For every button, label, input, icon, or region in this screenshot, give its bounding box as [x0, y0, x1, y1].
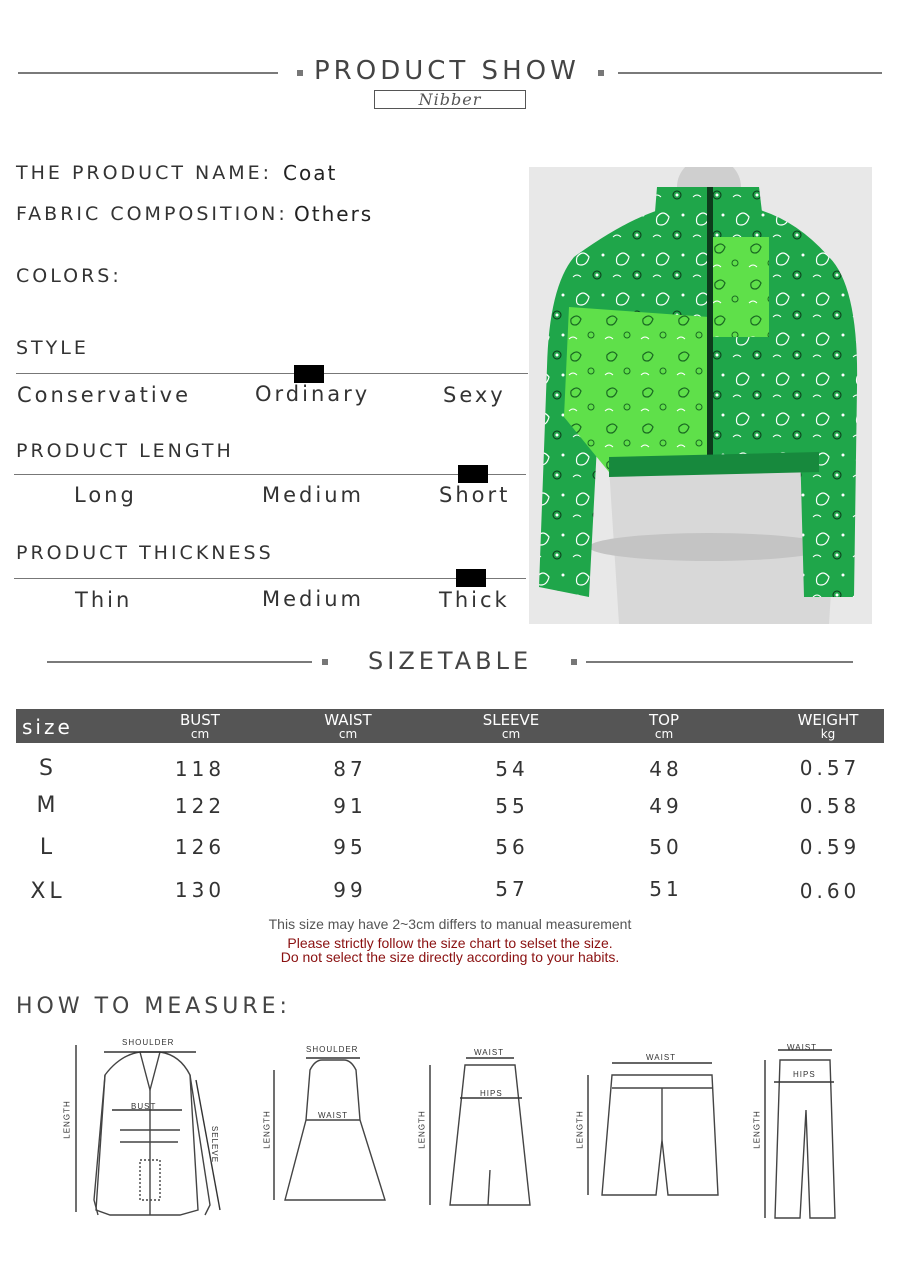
length-option-medium: Medium [262, 483, 364, 507]
shorts-length-label: LENGTH [575, 1110, 585, 1149]
dress-shoulder-label: SHOULDER [306, 1045, 359, 1054]
sizetable-dot-left [322, 659, 328, 665]
thickness-label: PRODUCT THICKNESS [16, 542, 274, 564]
header-rule-left [18, 72, 278, 74]
page-title: PRODUCT SHOW [314, 56, 580, 86]
cell-size: L [39, 835, 57, 860]
cell-bust: 126 [174, 835, 226, 859]
cell-sleeve: 57 [495, 877, 529, 901]
header-waist: WAIST cm [324, 711, 372, 741]
length-scale-line [14, 474, 526, 475]
cell-bust: 122 [174, 794, 226, 818]
fabric-label: FABRIC COMPOSITION: [16, 203, 288, 225]
header-weight: WEIGHT kg [797, 711, 859, 741]
skirt-diagram [430, 1058, 530, 1205]
shorts-diagram [588, 1063, 718, 1195]
cell-bust: 118 [174, 757, 226, 781]
sizetable-rule-right [586, 661, 853, 663]
skirt-waist-label: WAIST [474, 1048, 505, 1057]
jacket-illustration [529, 167, 872, 624]
jacket-length-label: LENGTH [62, 1100, 72, 1139]
cell-top: 48 [649, 757, 683, 781]
cell-weight: 0.60 [799, 879, 861, 903]
measure-diagrams [0, 1030, 900, 1230]
fabric-value: Others [294, 202, 374, 226]
size-warning-1: Please strictly follow the size chart to selset the size. [287, 935, 613, 951]
product-name-label: THE PRODUCT NAME: [16, 162, 273, 184]
style-option-sexy: Sexy [443, 383, 506, 407]
style-option-conservative: Conservative [17, 383, 192, 407]
cell-sleeve: 56 [495, 835, 529, 859]
size-note: This size may have 2~3cm differs to manual measurement [268, 916, 632, 932]
cell-waist: 91 [333, 794, 367, 818]
style-option-ordinary: Ordinary [255, 382, 371, 406]
length-label: PRODUCT LENGTH [16, 440, 234, 462]
cell-waist: 99 [333, 878, 367, 902]
header-dot-left [297, 70, 303, 76]
cell-bust: 130 [174, 878, 226, 902]
style-scale-line [16, 373, 528, 374]
thickness-selected-marker [456, 569, 486, 587]
dress-waist-label: WAIST [318, 1111, 349, 1120]
cell-sleeve: 55 [495, 794, 529, 818]
thickness-scale-line [14, 578, 526, 579]
jacket-shoulder-label: SHOULDER [122, 1038, 175, 1047]
thickness-option-thick: Thick [439, 588, 510, 612]
cell-weight: 0.57 [799, 756, 861, 780]
cell-top: 50 [649, 835, 683, 859]
how-to-measure-title: HOW TO MEASURE: [16, 994, 291, 1019]
style-selected-marker [294, 365, 324, 383]
header-dot-right [598, 70, 604, 76]
header-bust: BUST cm [180, 711, 220, 741]
jacket-sleeve-label: SELEVE [210, 1125, 220, 1164]
pants-waist-label: WAIST [787, 1043, 818, 1052]
thickness-option-medium: Medium [262, 587, 364, 611]
thickness-option-thin: Thin [75, 588, 133, 612]
cell-weight: 0.59 [799, 835, 861, 859]
colors-label: COLORS: [16, 265, 122, 287]
sizetable-title: SIZETABLE [368, 647, 533, 675]
dress-length-label: LENGTH [262, 1110, 272, 1149]
header-size: size [22, 715, 73, 739]
skirt-hips-label: HIPS [480, 1089, 503, 1098]
cell-top: 49 [649, 794, 683, 818]
product-name-value: Coat [283, 161, 338, 185]
cell-size: M [36, 793, 60, 818]
header-top: TOP cm [648, 711, 679, 741]
jacket-diagram [76, 1045, 220, 1215]
cell-waist: 95 [333, 835, 367, 859]
header-rule-right [618, 72, 882, 74]
length-selected-marker [458, 465, 488, 483]
pants-hips-label: HIPS [793, 1070, 816, 1079]
header-sleeve: SLEEVE cm [482, 711, 540, 741]
style-label: STYLE [16, 337, 89, 359]
cell-weight: 0.58 [799, 794, 861, 818]
cell-size: XL [30, 879, 66, 904]
dress-diagram [274, 1058, 385, 1200]
shorts-waist-label: WAIST [646, 1053, 677, 1062]
cell-size: S [39, 756, 57, 781]
length-option-short: Short [439, 483, 511, 507]
cell-top: 51 [649, 877, 683, 901]
cell-sleeve: 54 [495, 757, 529, 781]
skirt-length-label: LENGTH [417, 1110, 427, 1149]
size-table-header [16, 709, 884, 743]
size-warning-2: Do not select the size directly according to your habits. [280, 949, 620, 965]
sizetable-dot-right [571, 659, 577, 665]
product-photo [529, 167, 872, 624]
cell-waist: 87 [333, 757, 367, 781]
pants-length-label: LENGTH [752, 1110, 762, 1149]
length-option-long: Long [74, 483, 137, 507]
sizetable-rule-left [47, 661, 312, 663]
brand-label: Nibber [374, 90, 526, 109]
jacket-bust-label: BUST [131, 1102, 157, 1111]
